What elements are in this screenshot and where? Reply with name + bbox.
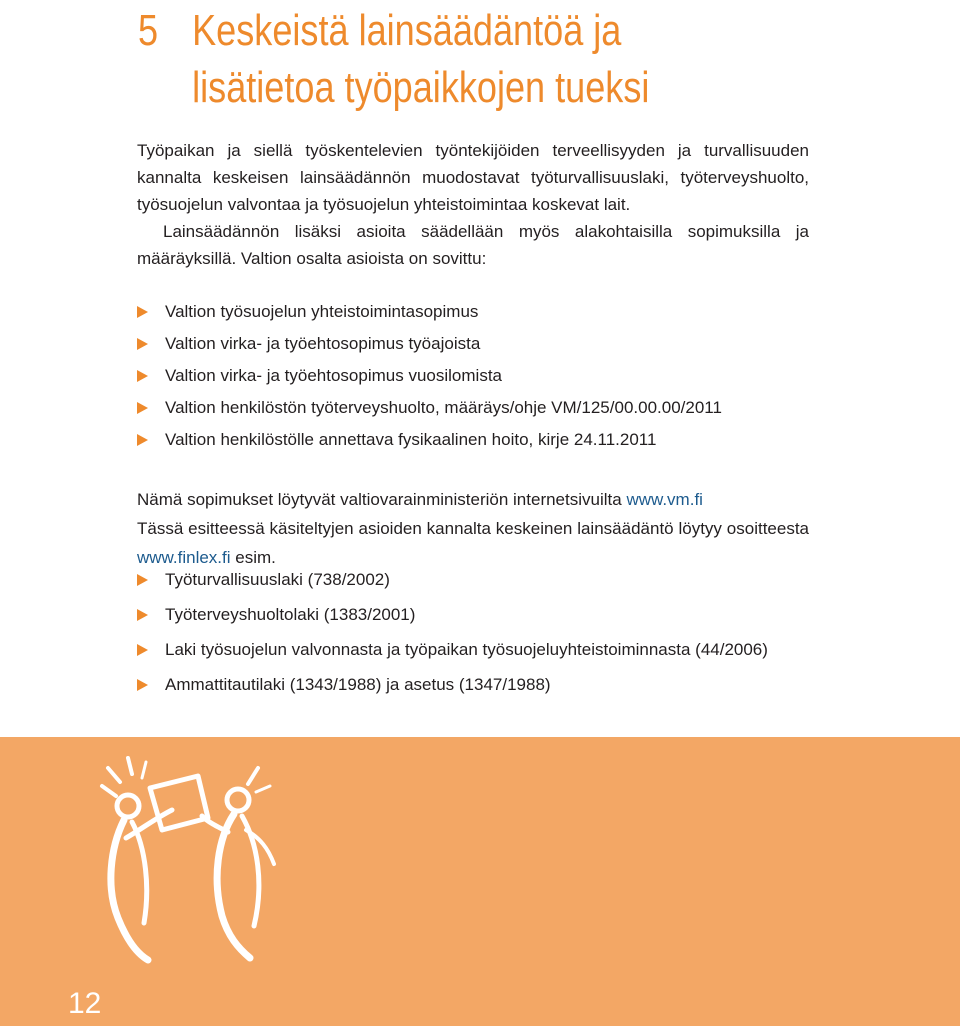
links-paragraph: [137, 485, 809, 572]
list-item: Valtion henkilöstön työterveyshuolto, määräys/ohje VM/125/00.00.00/2011: [137, 394, 722, 421]
list-item: Ammattitautilaki (1343/1988) ja asetus (1347/1988): [137, 671, 777, 698]
bullet-arrow-icon: [137, 370, 148, 382]
list-item: Valtion henkilöstölle annettava fysikaalinen hoito, kirje 24.11.2011: [137, 426, 722, 453]
links-text-1: Nämä sopimukset löytyvät valtiovarainministeriön internetsivuilta: [137, 490, 627, 509]
links-text-3: esim.: [230, 548, 276, 567]
chapter-number: 5: [138, 6, 159, 55]
bullet-arrow-icon: [137, 679, 148, 691]
bullet-arrow-icon: [137, 338, 148, 350]
title-line-2: lisätietoa työpaikkojen tueksi: [192, 63, 650, 112]
agreements-list: [137, 298, 722, 458]
list-item: Valtion virka- ja työehtosopimus vuosilomista: [137, 362, 722, 389]
links-text-2: Tässä esitteessä käsiteltyjen asioiden kannalta keskeinen lainsäädäntö löytyy osoitteesta: [137, 519, 809, 538]
finlex-link[interactable]: www.finlex.fi: [137, 548, 231, 567]
intro-paragraph: [137, 137, 809, 272]
list-item: Valtion virka- ja työehtosopimus työajoista: [137, 330, 722, 357]
page-number: 12: [68, 987, 102, 1020]
bullet-arrow-icon: [137, 609, 148, 621]
intro-sentence-2: Lainsäädännön lisäksi asioita säädellään myös alakohtaisilla sopimuksilla ja määräyksillä. Valtion osalta asioista on sovittu:: [137, 222, 809, 268]
list-item: Työterveyshuoltolaki (1383/2001): [137, 601, 777, 628]
bullet-arrow-icon: [137, 434, 148, 446]
legislation-list: [137, 566, 777, 706]
intro-sentence-1: Työpaikan ja siellä työskentelevien työntekijöiden terveellisyyden ja turvallisuuden kannalta keskeisen lainsäädännön muodostavat työturvallisuuslaki, työterveyshuolto, työsuojelun valvontaa ja työsuojelun yhteistoimintaa koskevat lait.: [137, 141, 809, 214]
bullet-arrow-icon: [137, 306, 148, 318]
list-item: Laki työsuojelun valvonnasta ja työpaikan työsuojeluyhteistoiminnasta (44/2006): [137, 636, 777, 663]
bullet-arrow-icon: [137, 644, 148, 656]
vm-link[interactable]: www.vm.fi: [626, 490, 703, 509]
bullet-arrow-icon: [137, 574, 148, 586]
people-illustration-icon: [88, 748, 318, 968]
bullet-arrow-icon: [137, 402, 148, 414]
list-item: Valtion työsuojelun yhteistoimintasopimus: [137, 298, 722, 325]
page-title: [138, 2, 649, 116]
title-line-1: Keskeistä lainsäädäntöä ja: [192, 6, 622, 55]
list-item: Työturvallisuuslaki (738/2002): [137, 566, 777, 593]
